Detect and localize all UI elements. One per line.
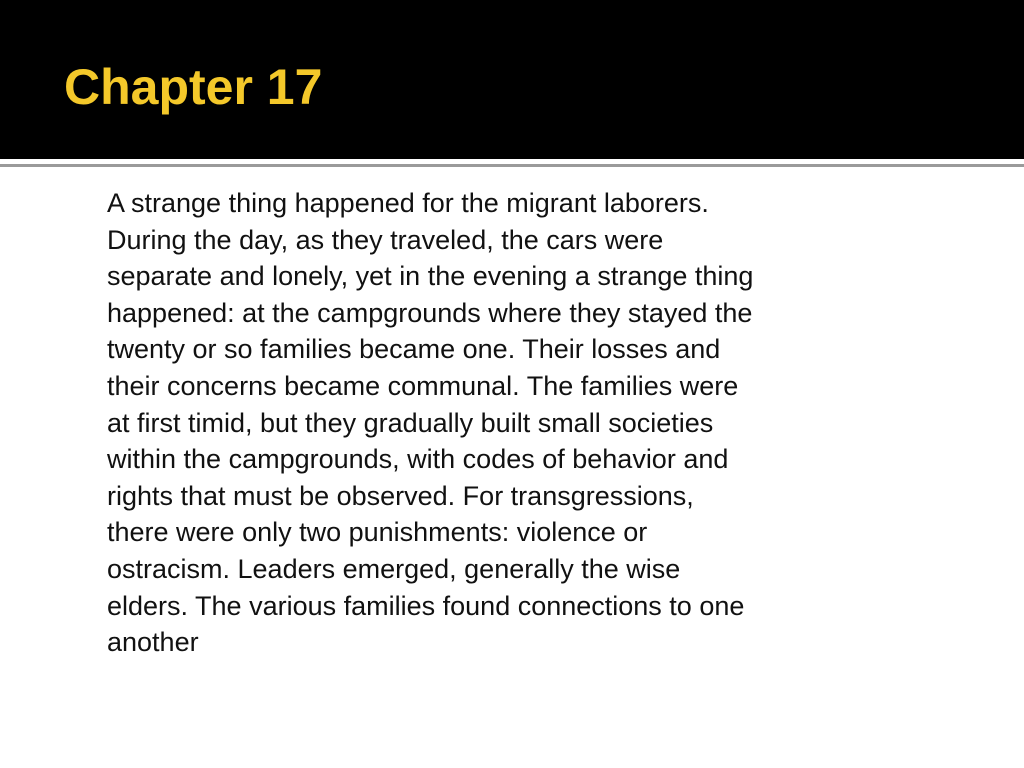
slide-body-text <box>107 185 977 661</box>
body-line: separate and lonely, yet in the evening a strange thing <box>107 261 754 292</box>
body-line: During the day, as they traveled, the cars were <box>107 224 664 255</box>
title-bar <box>0 0 1024 159</box>
slide-title: Chapter 17 <box>64 59 323 115</box>
body-line: A strange thing happened for the migrant laborers. <box>107 188 709 218</box>
body-line: another <box>107 627 199 658</box>
body-line: ostracism. Leaders emerged, generally the wise <box>107 553 681 584</box>
divider-top <box>0 159 1024 163</box>
body-line: twenty or so families became one. Their losses and <box>107 334 721 365</box>
body-line: rights that must be observed. For transgressions, <box>107 480 694 511</box>
divider-bottom <box>0 164 1024 167</box>
body-line: within the campgrounds, with codes of behavior and <box>107 444 729 475</box>
body-line: happened: at the campgrounds where they stayed the <box>107 297 753 328</box>
body-line: at first timid, but they gradually built small societies <box>107 407 714 438</box>
body-line: there were only two punishments: violence or <box>107 517 648 548</box>
body-line: elders. The various families found connections to one <box>107 590 745 621</box>
body-line: their concerns became communal. The families were <box>107 370 739 401</box>
